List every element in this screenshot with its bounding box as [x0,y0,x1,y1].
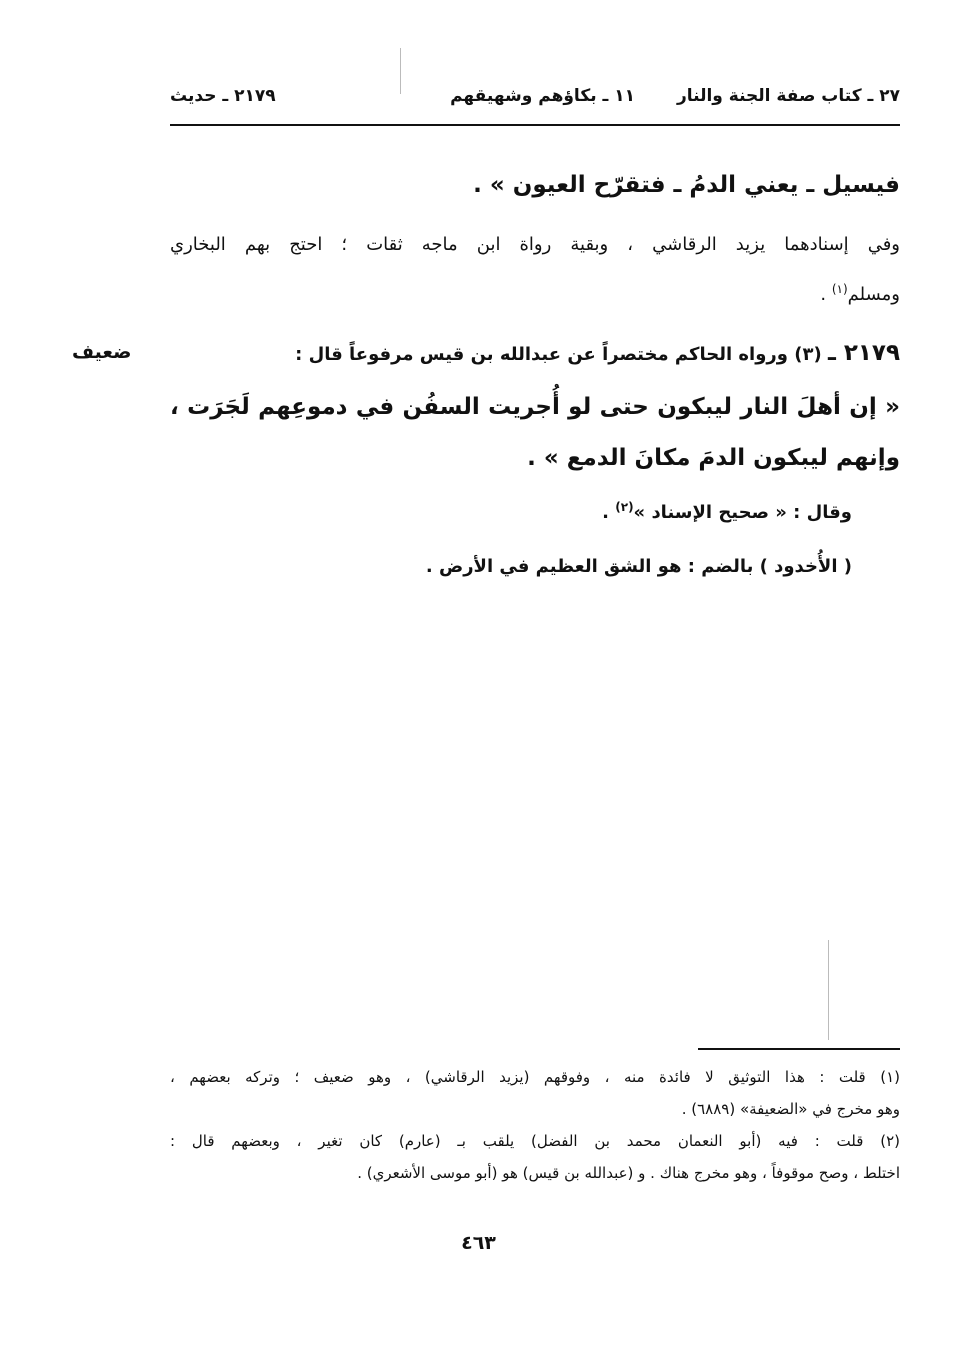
hadith-quote-line-1: « إن أهلَ النار ليبكون حتى لو أُجريت السفُن في دموعِهم لَجَرَت ، [170,394,900,420]
scan-mark-lower [828,940,829,1040]
footnote-ref-1: (١) [831,282,848,296]
header-hadith-range: ٢١٧٩ ـ حديث [170,86,276,106]
hadith-grade: ضعيف [72,341,132,363]
hadith-number: ٢١٧٩ ـ [827,340,900,366]
footnote-1-line-1: (١) قلت : هذا التوثيق لا فائدة منه ، وفوقهم (يزيد الرقاشي) ، وهو ضعيف ؛ وتركه بعضهم ، [170,1068,900,1086]
header-rule [170,124,900,126]
footnote-2-line-1: (٢) قلت : فيه (أبو النعمان محمد بن الفضل) يلقب بـ (عارم) كان تغير ، وبعضهم قال : [170,1132,900,1150]
footnote-1-line-2: وهو مخرج في «الضعيفة» (٦٨٨٩) . [681,1100,900,1118]
hadith-heading [295,340,900,366]
body-line-3 [820,282,900,305]
running-header [170,86,900,120]
hadith-quote-line-2: وإنهم ليبكون الدمَ مكانَ الدمع » . [527,445,900,471]
body-line-3-text: ومسلم [847,284,900,305]
footnote-ref-2: (٢) [615,500,634,514]
header-book-chapter: ٢٧ ـ كتاب صفة الجنة والنار [676,86,900,106]
gloss-line: ( الأُخدود ) بالضم : هو الشق العظيم في الأرض . [425,556,852,577]
authentication-text: وقال : « صحيح الإسناد » [633,502,852,523]
authentication-line [602,500,852,523]
body-line-2: وفي إسنادهما يزيد الرقاشي ، وبقية رواة ابن ماجه ثقات ؛ احتج بهم البخاري [170,234,900,255]
footnote-2-line-2: اختلط ، وصح موقوفاً ، وهو مخرج هناك . و (عبدالله بن قيس) هو (أبو موسى الأشعري) . [357,1164,900,1182]
body-line-3-end: . [820,284,832,305]
footnote-rule [698,1048,900,1050]
header-section: ١١ ـ بكاؤهم وشهيقهم [450,86,635,106]
body-line-1: فيسيل ـ يعني الدمُ ـ فتقرّح العيون » . [473,172,900,198]
hadith-intro: (٣) ورواه الحاكم مختصراً عن عبدالله بن قيس مرفوعاً قال : [295,344,828,365]
page-number: ٤٦٣ [461,1232,496,1254]
authentication-end: . [602,502,616,523]
